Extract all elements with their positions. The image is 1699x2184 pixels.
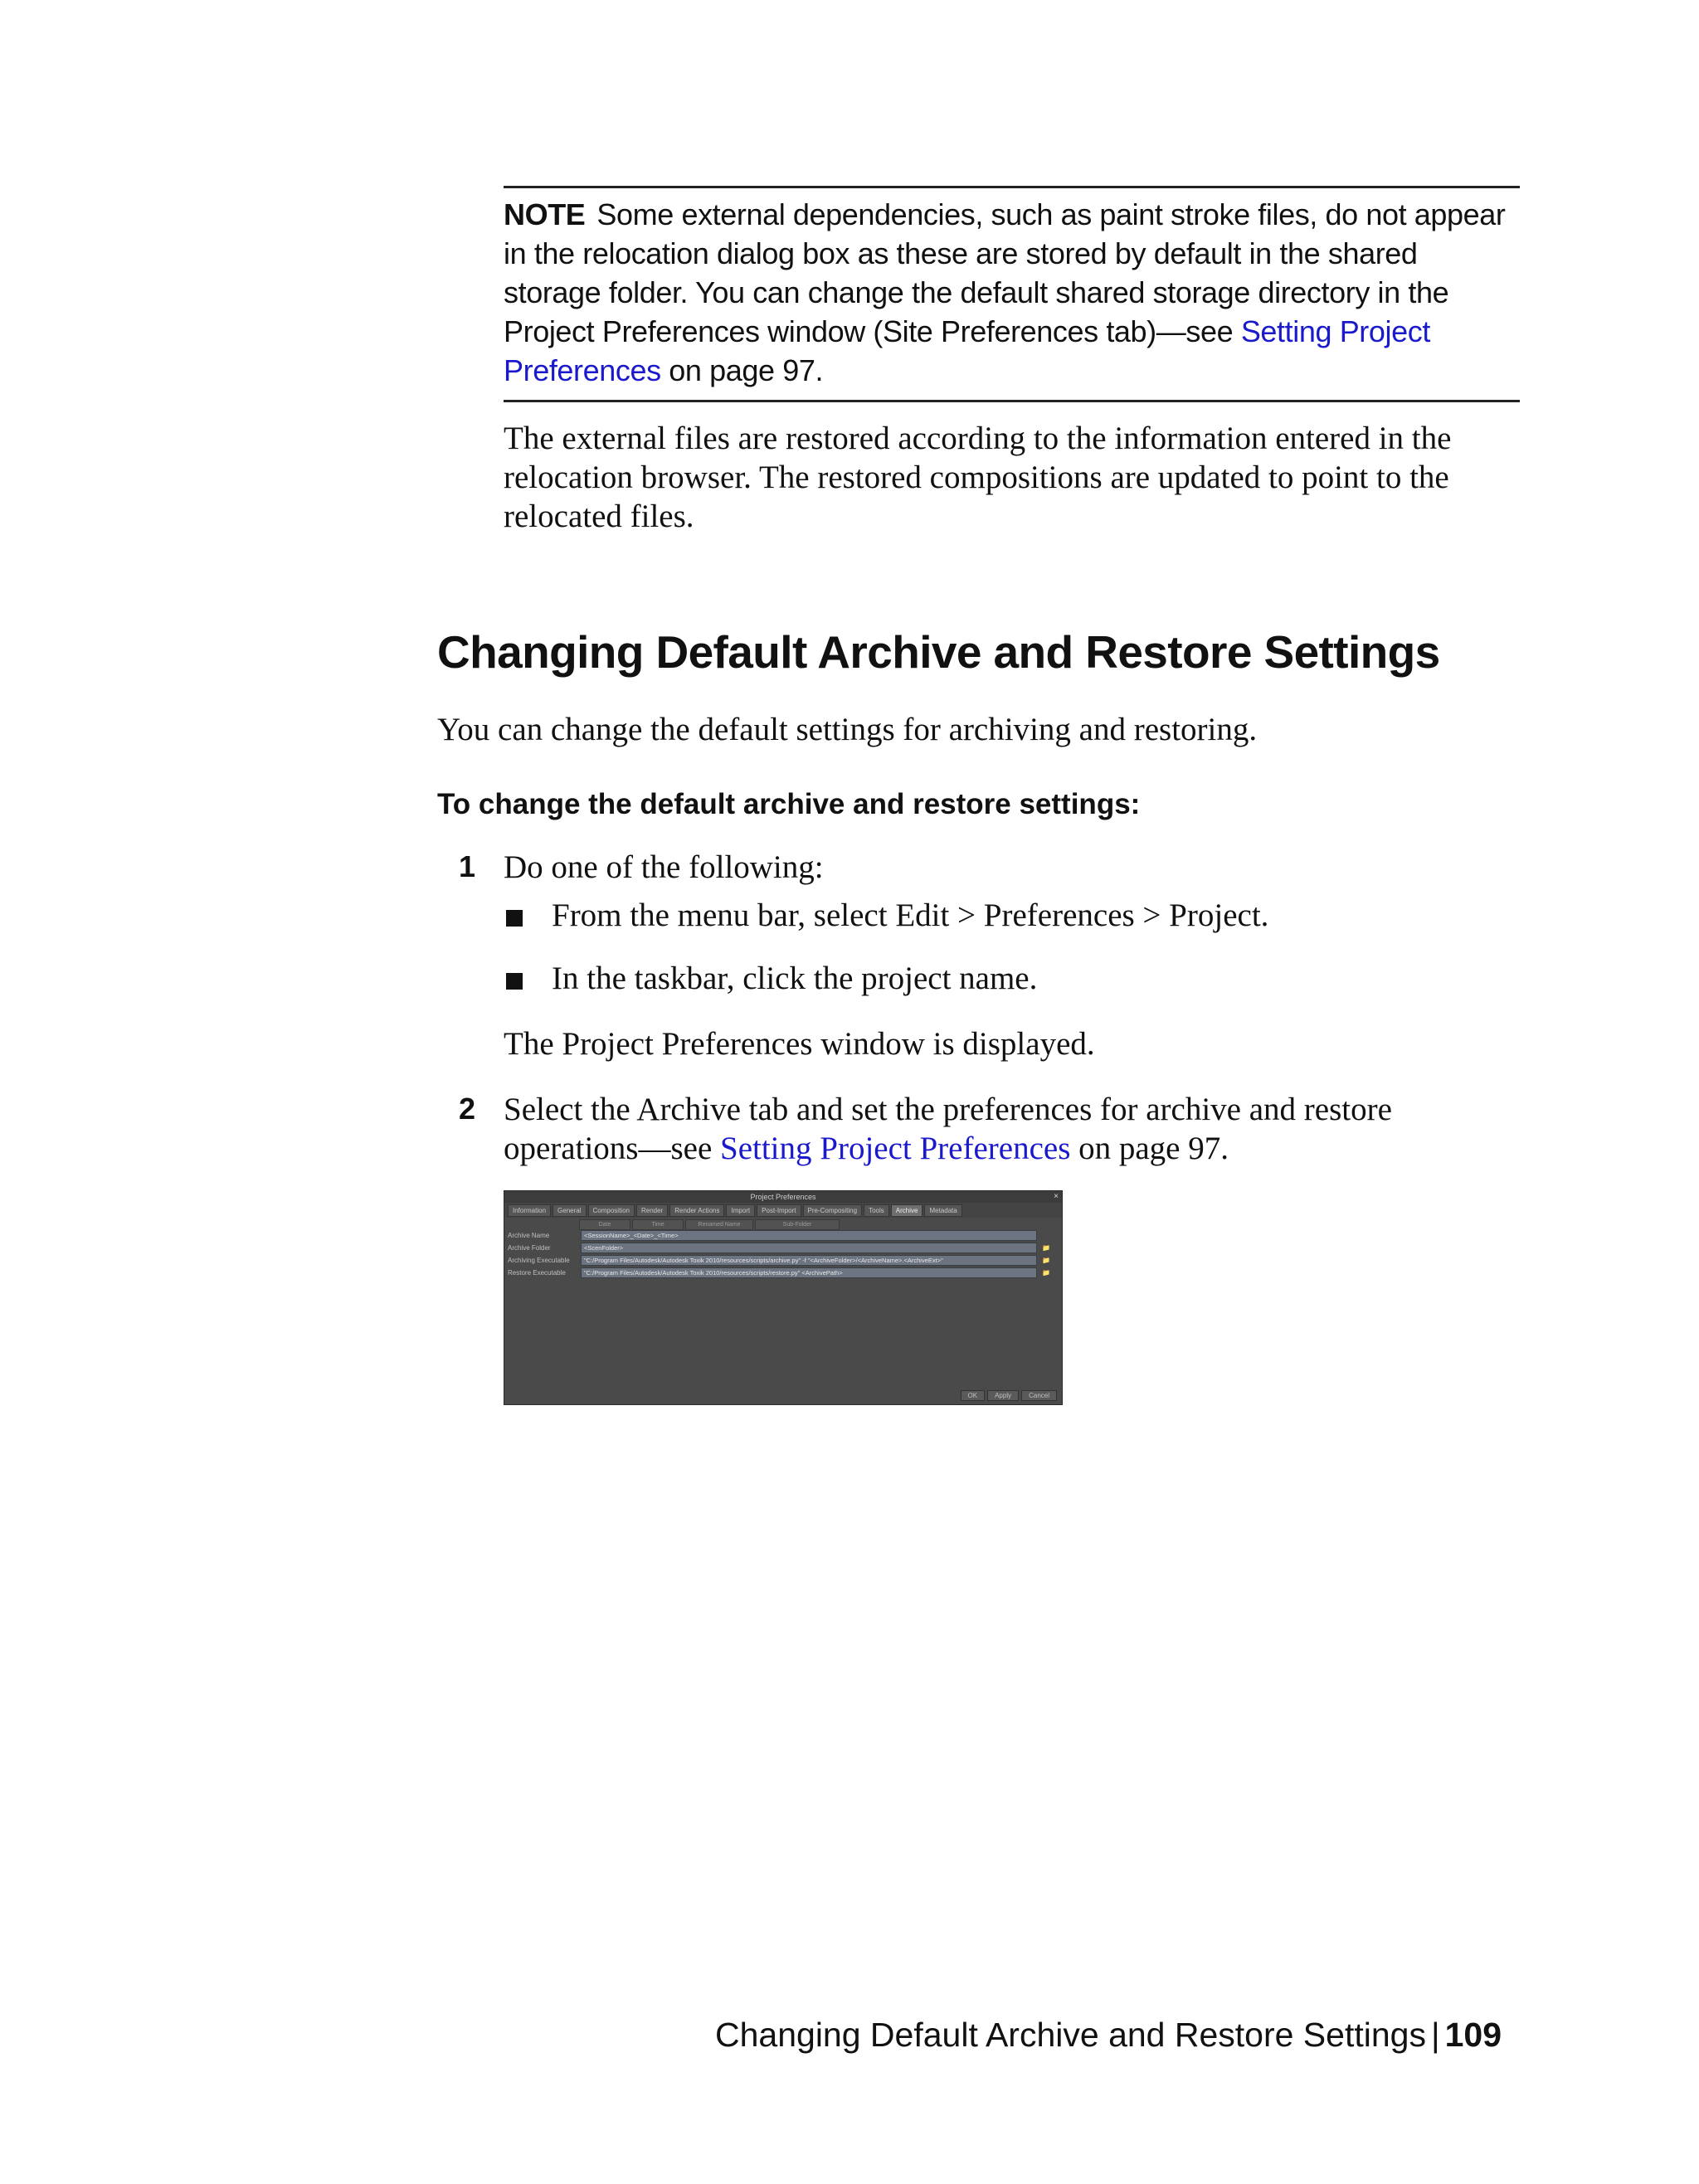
project-preferences-screenshot — [504, 1190, 1063, 1405]
settings-row — [504, 1229, 1062, 1242]
restore-executable-field[interactable]: "C:/Program Files/Autodesk/Autodesk Toxik 2010/resources/scripts/restore.py" <ArchivePath> — [581, 1267, 1037, 1278]
tab-render-actions[interactable]: Render Actions — [669, 1204, 724, 1217]
cancel-button[interactable]: Cancel — [1021, 1390, 1057, 1401]
tab-information[interactable]: Information — [508, 1204, 551, 1217]
column-header-time[interactable]: Time — [632, 1219, 684, 1230]
procedure-heading: To change the default archive and restore settings: — [437, 788, 1141, 820]
folder-browse-icon[interactable]: 📁 — [1042, 1244, 1050, 1252]
folder-browse-icon[interactable]: 📁 — [1042, 1269, 1050, 1277]
tab-import[interactable]: Import — [726, 1204, 755, 1217]
column-header-sub-folder[interactable]: Sub-Folder — [755, 1219, 840, 1230]
archiving-executable-field[interactable]: "C:/Program Files/Autodesk/Autodesk Toxik 2010/resources/scripts/archive.py" -f "<ArchiveFolder>/<ArchiveName>.<ArchiveExt>" — [581, 1255, 1037, 1266]
archive-name-label: Archive Name — [508, 1232, 550, 1239]
tab-archive[interactable]: Archive — [891, 1204, 923, 1217]
ok-button[interactable]: OK — [961, 1390, 986, 1401]
page-footer — [715, 2016, 1502, 2055]
tab-general[interactable]: General — [553, 1204, 586, 1217]
settings-row — [504, 1254, 1062, 1267]
column-header-date[interactable]: Date — [579, 1219, 630, 1230]
bullet-marker — [506, 910, 523, 927]
archive-folder-label: Archive Folder — [508, 1244, 551, 1252]
archive-name-field[interactable]: <SessionName>_<Date>_<Time> — [581, 1230, 1037, 1241]
tab-bar — [504, 1203, 1062, 1218]
tab-composition[interactable]: Composition — [588, 1204, 635, 1217]
note-link-setting-project-preferences[interactable]: Setting Project Preferences — [504, 314, 1430, 387]
intro-paragraph: You can change the default settings for archiving and restoring. — [437, 712, 1258, 747]
tab-tools[interactable]: Tools — [864, 1204, 889, 1217]
step-2-number: 2 — [459, 1092, 476, 1126]
apply-button[interactable]: Apply — [987, 1390, 1019, 1401]
settings-row — [504, 1267, 1062, 1279]
section-title: Changing Default Archive and Restore Settings — [437, 626, 1440, 678]
restore-paragraph: The external files are restored according to the information entered in the relocation browser. The restored compositions are updated to point to the relocated files. — [504, 421, 1452, 534]
bullet-marker — [506, 973, 523, 990]
note-text: Some external dependencies, such as paint stroke files, do not appear in the relocation dialog box as these are stored by default in the shared storage folder. You can change the default shared storage directory in the Project Preferences window (Site Preferences tab)—see — [504, 197, 1506, 348]
step-2-text — [504, 1090, 1524, 1168]
step-1-bullet-1: From the menu bar, select Edit > Preferences > Project. — [552, 897, 1269, 933]
column-header-renamed-name[interactable]: Renamed Name — [685, 1219, 753, 1230]
page-number: 109 — [1444, 2016, 1502, 2054]
column-headers — [504, 1219, 1062, 1229]
folder-browse-icon[interactable]: 📁 — [1042, 1257, 1050, 1264]
tab-pre-compositing[interactable]: Pre-Compositing — [803, 1204, 863, 1217]
dialog-buttons — [958, 1390, 1057, 1401]
archive-name-spacer — [1042, 1231, 1054, 1240]
window-title: Project Preferences — [750, 1193, 816, 1201]
window-titlebar — [504, 1191, 1062, 1203]
tab-post-import[interactable]: Post-Import — [757, 1204, 801, 1217]
step-1-text: Do one of the following: — [504, 849, 824, 885]
tab-metadata[interactable]: Metadata — [924, 1204, 961, 1217]
step-2-text-after: on page 97. — [1070, 1131, 1229, 1166]
close-icon[interactable]: × — [1054, 1192, 1059, 1201]
restore-executable-label: Restore Executable — [508, 1269, 566, 1277]
note-box — [504, 186, 1520, 402]
step-2-text-before: Select the Archive tab and set the preferences for archive and restore operations—see — [504, 1092, 1392, 1166]
step-1-bullet-2: In the taskbar, click the project name. — [552, 961, 1038, 996]
tab-render[interactable]: Render — [636, 1204, 668, 1217]
step-1-number: 1 — [459, 849, 476, 883]
footer-title: Changing Default Archive and Restore Settings — [715, 2016, 1426, 2054]
footer-separator: | — [1430, 2016, 1440, 2054]
note-text-after: on page 97. — [660, 353, 824, 387]
note-label: NOTE — [504, 197, 586, 231]
step-1-result: The Project Preferences window is displayed. — [504, 1026, 1095, 1062]
settings-row — [504, 1242, 1062, 1254]
archiving-executable-label: Archiving Executable — [508, 1257, 570, 1264]
step-2-link-setting-project-preferences[interactable]: Setting Project Preferences — [720, 1131, 1071, 1166]
archive-folder-field[interactable]: <ScenFolder> — [581, 1243, 1037, 1253]
